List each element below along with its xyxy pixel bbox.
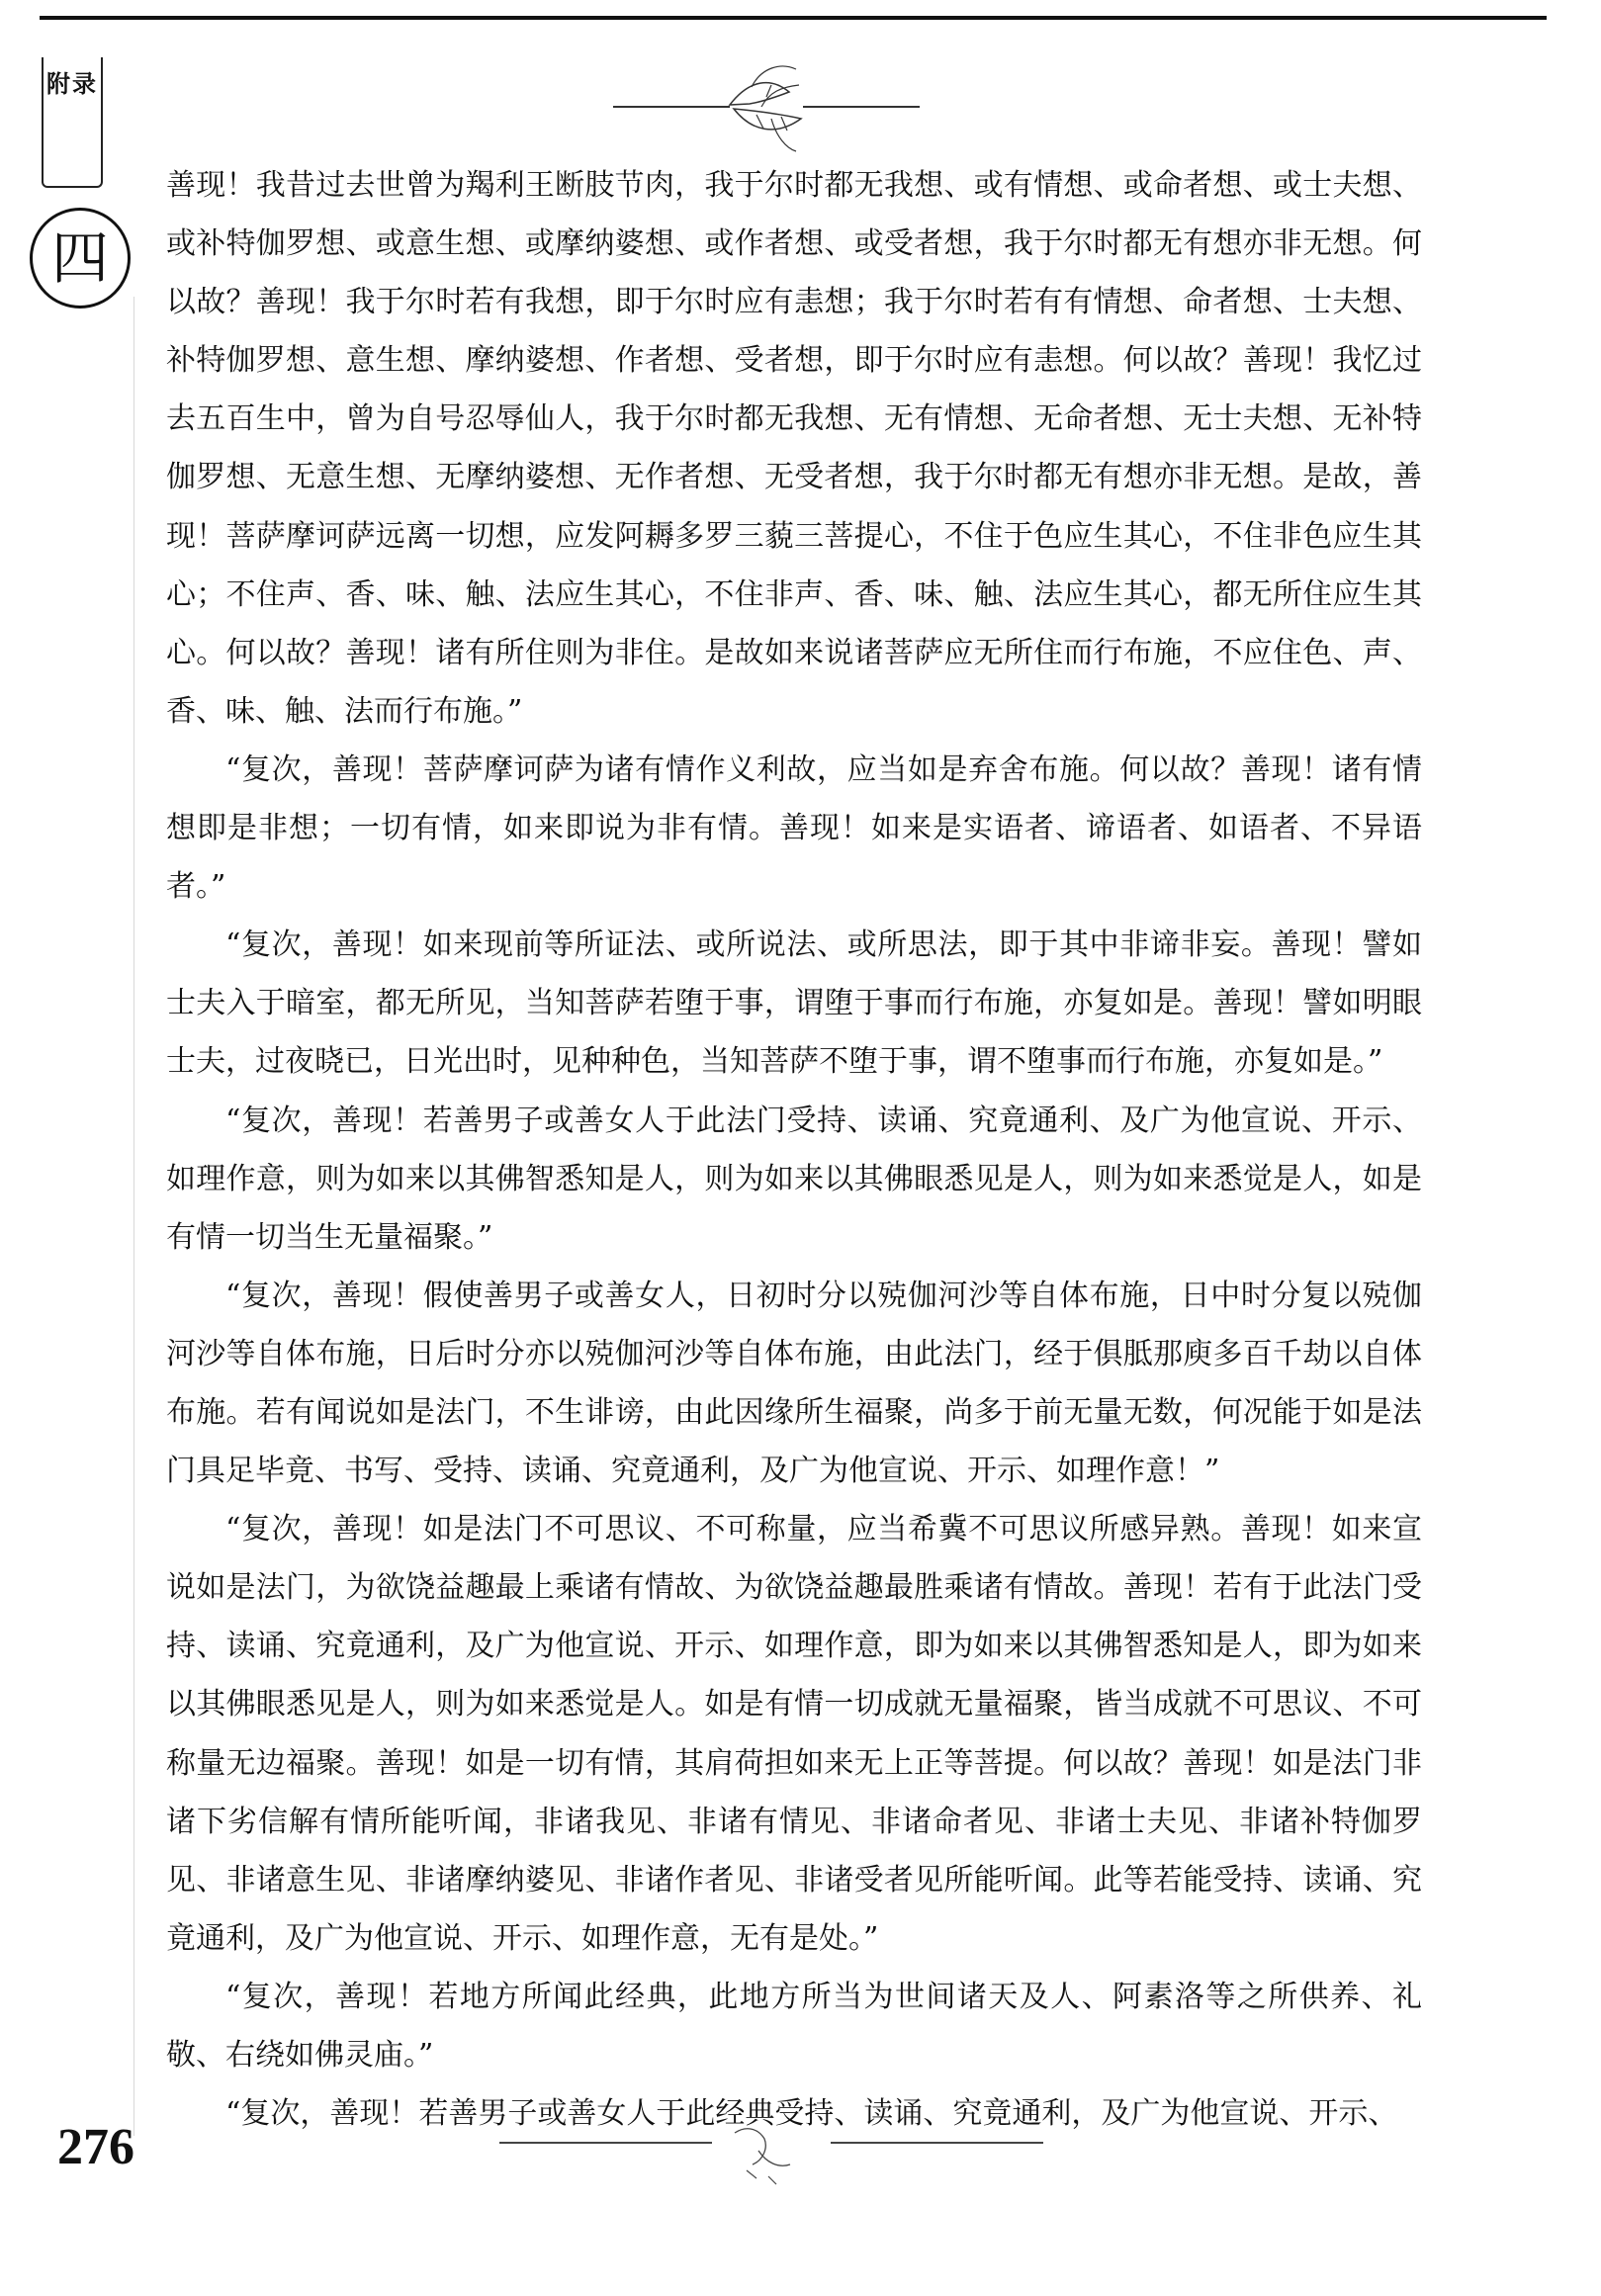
paragraph: “复次，善现！若善男子或善女人于此法门受持、读诵、究竟通利、及广为他宣说、开示、如理作意，则为如来以其佛智悉知是人，则为如来以其佛眼悉见是人，则为如来悉觉是人，如是有情一切当生无量福聚。” — [166, 1103, 1422, 1255]
header-ornament-icon — [613, 57, 920, 166]
section-number: 四 — [50, 224, 109, 292]
paragraph: “复次，善现！如是法门不可思议、不可称量，应当希冀不可思议所感异熟。善现！如来宣说如是法门，为欲饶益趣最上乘诸有情故、为欲饶益趣最胜乘诸有情故。善现！若有于此法门受持、读诵、究竟通利，及广为他宣说、开示、如理作意，即为如来以其佛智悉知是人，即为如来以其佛眼悉见是人，则为如来悉觉是人。如是有情一切成就无量福聚，皆当成就不可思议、不可称量无边福聚。善现！如是一切有情，其肩荷担如来无上正等菩提。何以故？善现！如是法门非诸下劣信解有情所能听闻，非诸我见、非诸有情见、非诸命者见、非诸士夫见、非诸补特伽罗见、非诸意生见、非诸摩纳婆见、非诸作者见、非诸受者见所能听闻。此等若能受持、读诵、究竟通利，及广为他宣说、开示、如理作意，无有是处。” — [166, 1512, 1422, 1956]
paragraph: 善现！我昔过去世曾为羯利王断肢节肉，我于尔时都无我想、或有情想、或命者想、或士夫想、或补特伽罗想、或意生想、或摩纳婆想、或作者想、或受者想，我于尔时都无有想亦非无想。何以故？善现！我于尔时若有我想，即于尔时应有恚想；我于尔时若有有情想、命者想、士夫想、补特伽罗想、意生想、摩纳婆想、作者想、受者想，即于尔时应有恚想。何以故？善现！我忆过去五百生中，曾为自号忍辱仙人，我于尔时都无我想、无有情想、无命者想、无士夫想、无补特伽罗想、无意生想、无摩纳婆想、无作者想、无受者想，我于尔时都无有想亦非无想。是故，善现！菩萨摩诃萨远离一切想，应发阿耨多罗三藐三菩提心，不住于色应生其心，不住非色应生其心；不住声、香、味、触、法应生其心，不住非声、香、味、触、法应生其心，都无所住应生其心。何以故？善现！诸有所住则为非住。是故如来说诸菩萨应无所住而行布施，不应住色、声、香、味、触、法而行布施。” — [166, 168, 1422, 729]
paragraph: “复次，善现！如来现前等所证法、或所说法、或所思法，即于其中非谛非妄。善现！譬如士夫入于暗室，都无所见，当知菩萨若堕于事，谓堕于事而行布施，亦复如是。善现！譬如明眼士夫，过夜晓已，日光出时，见种种色，当知菩萨不堕于事，谓不堕事而行布施，亦复如是。” — [166, 927, 1422, 1080]
paragraph: “复次，善现！若善男子或善女人于此经典受持、读诵、究竟通利，及广为他宣说、开示、 — [225, 2096, 1398, 2132]
section-tab-label: 附录 — [46, 69, 98, 98]
page-number: 276 — [57, 2119, 134, 2175]
top-rule — [40, 16, 1547, 20]
paragraph: “复次，善现！假使善男子或善女人，日初时分以殑伽河沙等自体布施，日中时分复以殑伽河沙等自体布施，日后时分亦以殑伽河沙等自体布施，由此法门，经于俱胝那庾多百千劫以自体布施。若有闻说如是法门，不生诽谤，由此因缘所生福聚，尚多于前无量无数，何况能于如是法门具足毕竟、书写、受持、读诵、究竟通利，及广为他宣说、开示、如理作意！” — [166, 1278, 1422, 1489]
section-number-badge — [30, 208, 131, 309]
paragraph: “复次，善现！菩萨摩诃萨为诸有情作义利故，应当如是弃舍布施。何以故？善现！诸有情想即是非想；一切有情，如来即说为非有情。善现！如来是实语者、谛语者、如语者、不异语者。” — [166, 751, 1422, 905]
body-text — [166, 156, 1422, 2143]
paragraph: “复次，善现！若地方所闻此经典，此地方所当为世间诸天及人、阿素洛等之所供养、礼敬、右绕如佛灵庙。” — [166, 1979, 1422, 2073]
section-tab — [42, 57, 103, 188]
margin-line — [133, 297, 134, 2136]
footer-ornament-icon — [499, 2121, 1043, 2190]
